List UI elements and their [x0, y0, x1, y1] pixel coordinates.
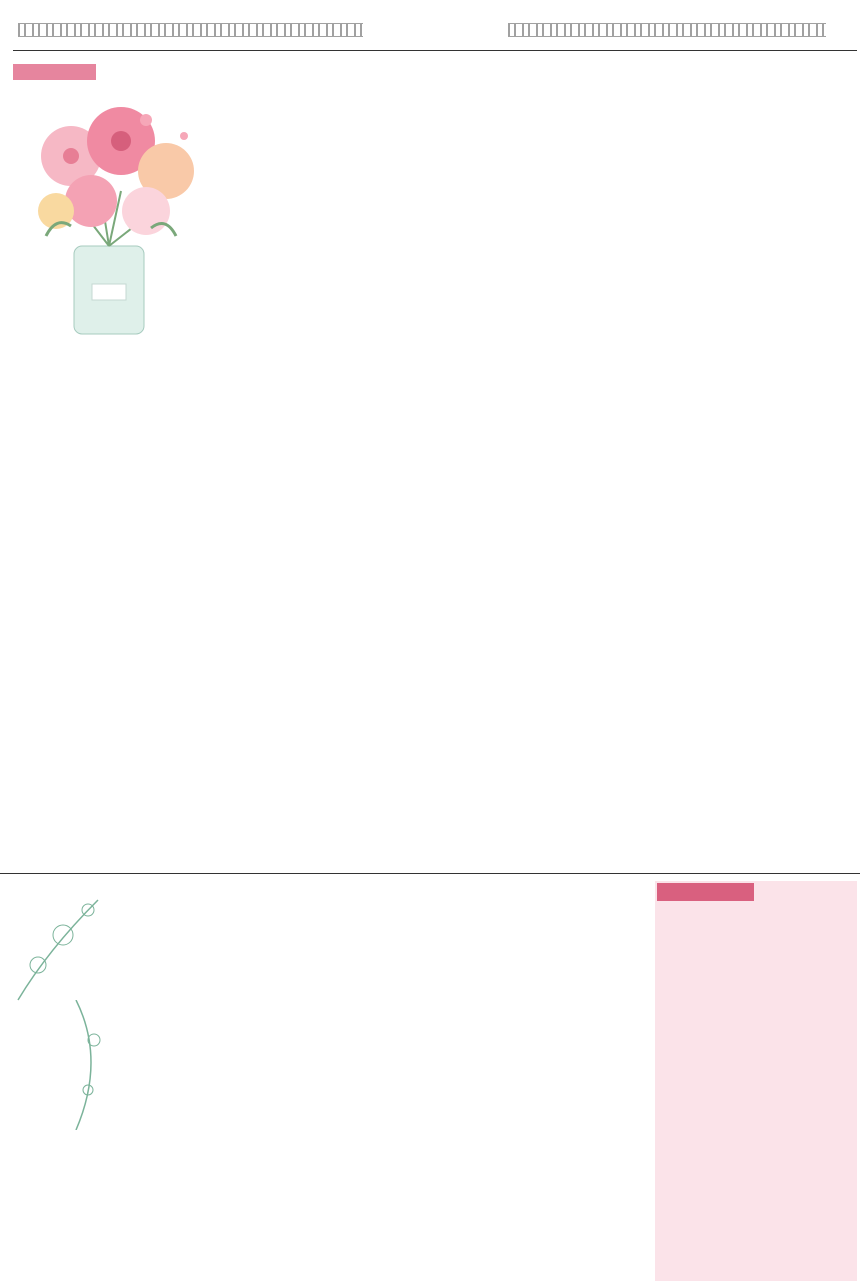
spring-poem-panel [655, 881, 857, 1281]
header-band-left [18, 23, 363, 37]
article2-colA [92, 896, 218, 1172]
article1-col3 [446, 204, 649, 845]
article1-col2 [228, 204, 436, 845]
header-rule [13, 50, 857, 51]
article2-colC [446, 896, 647, 1258]
poem-section-tag [657, 883, 754, 901]
flower-vase-illustration [26, 96, 206, 340]
article1-col1 [15, 353, 218, 845]
section-divider [0, 873, 860, 874]
article1-col4 [656, 204, 856, 864]
header-band-right [508, 23, 826, 37]
article2-colB-lower [228, 996, 438, 1260]
article2-colA-bottom [15, 1172, 218, 1280]
article2-colB [228, 896, 438, 962]
section-tag [13, 64, 96, 80]
